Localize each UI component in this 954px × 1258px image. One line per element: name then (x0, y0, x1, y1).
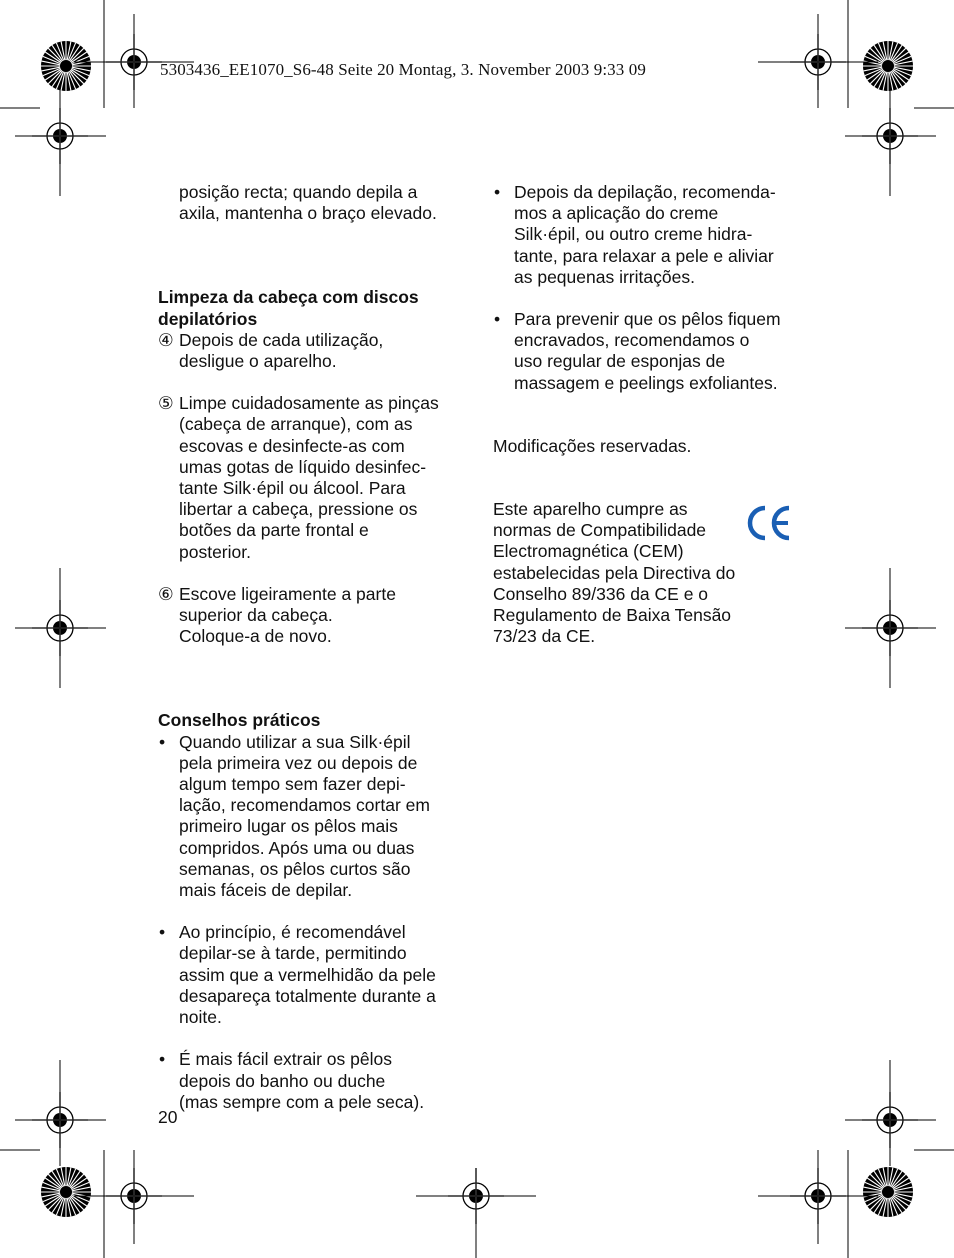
tip-bullet-3: • É mais fácil extrair os pêlos depois do banho ou duche (mas sempre com a pele seca). (159, 1049, 425, 1112)
left-column (158, 182, 463, 1113)
bullet-icon: • (159, 922, 166, 943)
compliance-block (493, 499, 798, 647)
step-number: ⑤ (158, 393, 174, 414)
step-4: ④ Depois de cada utilização, desligue o aparelho. (158, 329, 384, 372)
step-number: ④ (158, 329, 174, 350)
tip-bullet-5: • Para prevenir que os pêlos fiquem encravados, recomendamos o uso regular de esponjas de massagem e peelings exfoliantes. (494, 309, 781, 393)
compliance-text: Este aparelho cumpre as normas de Compatibilidade Electromagnética (CEM) estabelecidas pela Directiva do Conselho 89/336 da CE e o Regulamento de Baixa Tensão 73/23 da CE. (493, 499, 736, 647)
tip-bullet-1: • Quando utilizar a sua Silk·épil pela primeira vez ou depois de algum tempo sem fazer depi- lação, recomendamos cortar em primeiro lugar os pêlos mais compridos. Após uma ou duas semanas, os pêlos curtos são mais fáceis de depilar. (159, 731, 430, 901)
page-number: 20 (158, 1107, 178, 1127)
step-5: ⑤ Limpe cuidadosamente as pinças (cabeça de arranque), com as escovas e desinfecte-as com umas gotas de líquido desinfec- tante Silk·épil ou álcool. Para libertar a cabeça, pressione os botões da parte frontal e posterior. (158, 393, 439, 562)
tip-bullet-4: • Depois da depilação, recomenda- mos a aplicação do creme Silk·épil, ou outro creme hidra- tante, para relaxar a pele e aliviar as pequenas irritações. (494, 182, 776, 287)
reserved-notice: Modificações reservadas. (493, 435, 692, 456)
bullet-icon: • (159, 731, 166, 752)
section-heading-tips: Conselhos práticos (158, 710, 321, 731)
step-6: ⑥ Escove ligeiramente a parte superior da cabeça. Coloque-a de novo. (158, 583, 396, 647)
bullet-icon: • (494, 309, 501, 330)
continuation-text: posição recta; quando depila a axila, mantenha o braço elevado. (179, 182, 437, 224)
tip-bullet-2: • Ao princípio, é recomendável depilar-se à tarde, permitindo assim que a vermelhidão da pele desapareça totalmente durante a noite. (159, 922, 436, 1028)
right-column (493, 182, 798, 647)
step-number: ⑥ (158, 583, 174, 604)
bullet-icon: • (494, 182, 501, 202)
ce-mark-icon (743, 503, 793, 543)
bullet-icon: • (159, 1049, 166, 1070)
print-slug: 5303436_EE1070_S6-48 Seite 20 Montag, 3. November 2003 9:33 09 (160, 60, 646, 79)
section-heading-cleaning: Limpeza da cabeça com discos depilatórios (158, 287, 419, 329)
